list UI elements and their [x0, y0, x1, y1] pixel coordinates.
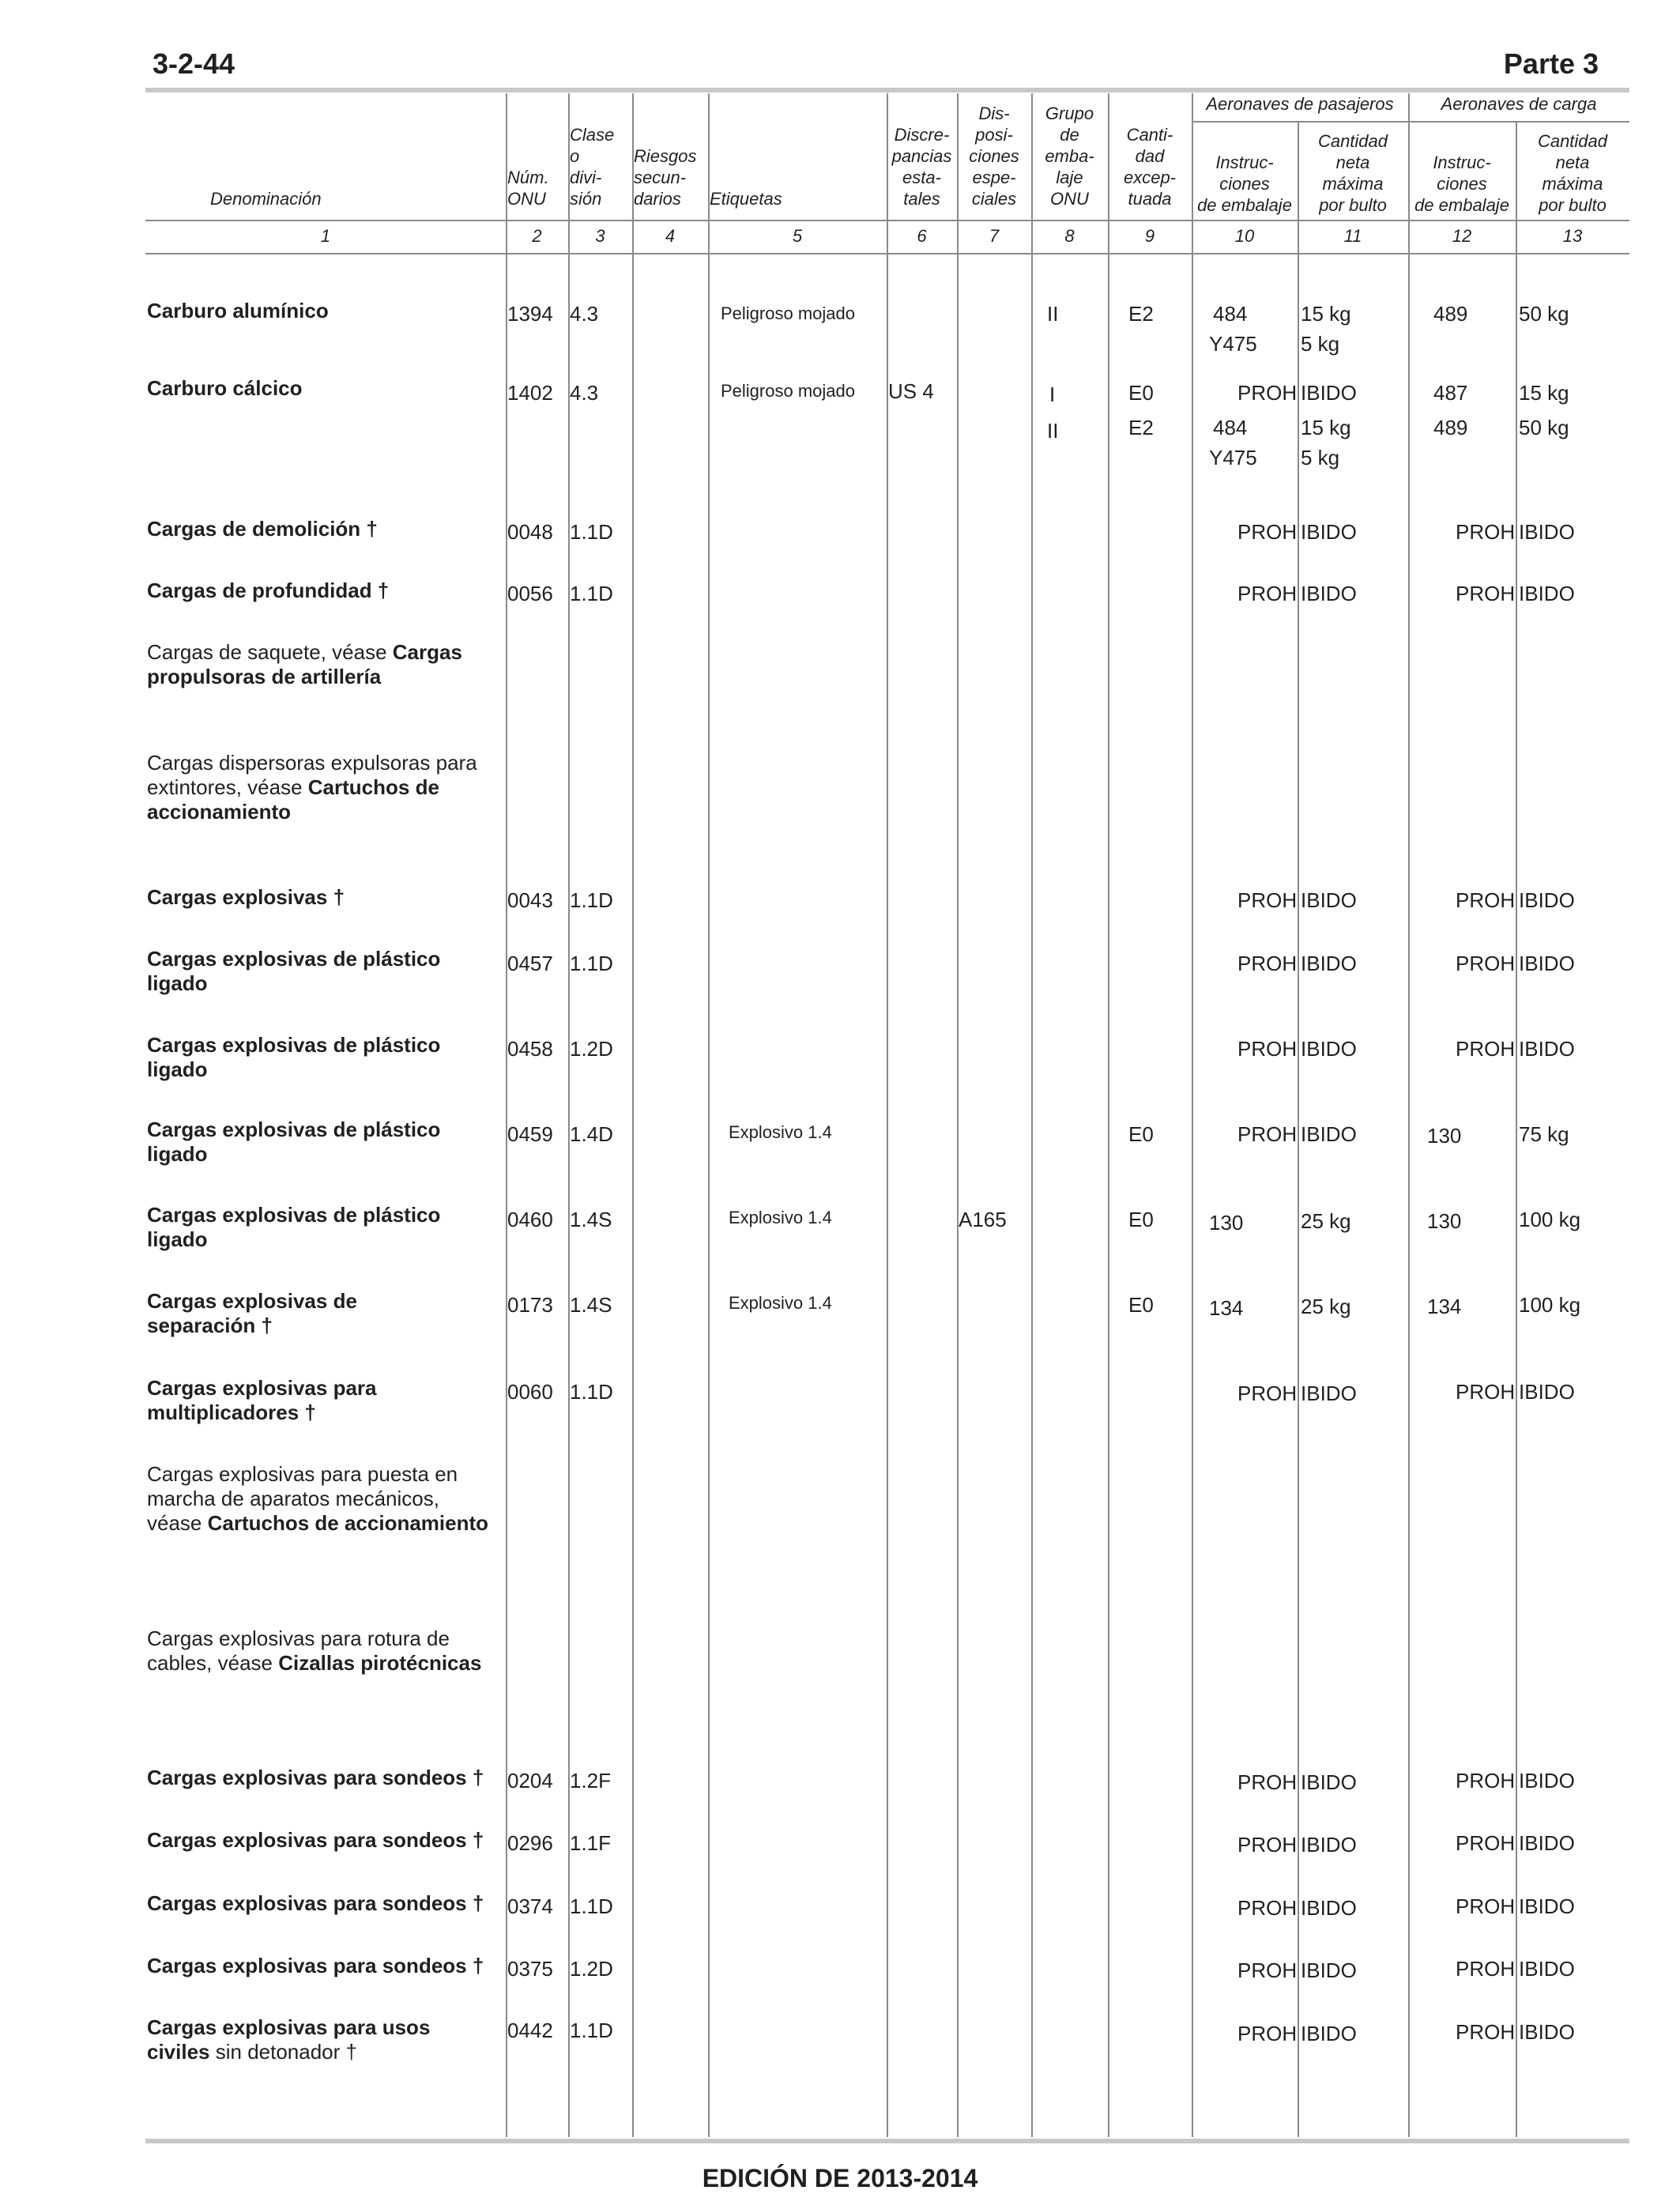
header-instrucciones-pasajeros: Instruc- ciones de embalaje: [1197, 153, 1292, 215]
class-division: 4.3: [570, 381, 599, 405]
prohibited-text: IBIDO: [1519, 520, 1575, 544]
prohibited-text: IBIDO: [1301, 1833, 1357, 1857]
pax-net-quantity: 5 kg: [1301, 446, 1340, 469]
entry-name: Cargas de profundidad †: [147, 579, 390, 602]
prohibited-text: IBIDO: [1519, 1894, 1575, 1918]
column-number: 5: [792, 226, 803, 246]
class-division: 1.2F: [570, 1769, 612, 1793]
entry-name: Cargas explosivas de separación †: [147, 1289, 357, 1337]
header-instrucciones-carga: Instruc- ciones de embalaje: [1414, 153, 1509, 215]
excepted-quantity: E0: [1128, 1122, 1154, 1146]
class-division: 1.4S: [570, 1208, 612, 1231]
entry-name: Cargas explosivas de plástico ligado: [147, 1118, 441, 1166]
prohibited-text: IBIDO: [1301, 2022, 1357, 2045]
prohibited-text: PROH: [1456, 1037, 1516, 1061]
excepted-quantity: E0: [1128, 1293, 1154, 1317]
cargo-packing-instruction: 130: [1427, 1209, 1462, 1233]
header-etiquetas: Etiquetas: [710, 189, 782, 209]
prohibited-text: PROH: [1456, 888, 1516, 912]
pax-net-quantity: 15 kg: [1301, 302, 1351, 326]
un-number: 0043: [507, 888, 553, 912]
cargo-packing-instruction: 489: [1433, 416, 1468, 439]
packing-group: II: [1047, 419, 1059, 443]
prohibited-text: IBIDO: [1519, 952, 1575, 975]
column-number: 1: [320, 226, 331, 246]
page-number: 3-2-44: [153, 47, 235, 80]
un-number: 0375: [507, 1957, 553, 1981]
prohibited-text: PROH: [1237, 1382, 1298, 1405]
pax-net-quantity: 25 kg: [1301, 1209, 1351, 1233]
prohibited-text: PROH: [1237, 1122, 1298, 1146]
un-number: 0442: [507, 2019, 553, 2042]
column-number: 6: [917, 226, 927, 246]
entry-name: Cargas explosivas de plástico ligado: [147, 1203, 441, 1251]
prohibited-text: PROH: [1237, 1833, 1298, 1857]
column-number: 4: [665, 226, 676, 246]
cross-reference: Cargas explosivas para rotura de cables, véase Cizallas pirotécnicas: [147, 1627, 482, 1675]
prohibited-text: IBIDO: [1301, 1896, 1357, 1920]
top-rule: [145, 88, 1629, 92]
prohibited-text: PROH: [1237, 952, 1298, 975]
excepted-quantity: E2: [1128, 302, 1154, 326]
cargo-net-quantity: 75 kg: [1519, 1122, 1569, 1146]
label: Peligroso mojado: [721, 381, 855, 401]
prohibited-text: PROH: [1237, 520, 1298, 544]
class-division: 1.1D: [570, 1894, 613, 1918]
entry-name: Cargas explosivas para multiplicadores †: [147, 1376, 377, 1424]
prohibited-text: IBIDO: [1519, 1957, 1575, 1981]
cross-reference: Cargas explosivas para puesta en marcha de aparatos mecánicos, véase Cartuchos de accionamiento: [147, 1462, 489, 1535]
packing-group: I: [1049, 383, 1056, 406]
un-number: 0458: [507, 1037, 553, 1061]
entry-name: Cargas explosivas para sondeos †: [147, 1828, 484, 1852]
prohibited-text: PROH: [1456, 1894, 1516, 1918]
cargo-net-quantity: 100 kg: [1519, 1208, 1581, 1231]
un-number: 1402: [507, 381, 553, 405]
cargo-packing-instruction: 489: [1433, 302, 1468, 326]
packing-group: II: [1047, 302, 1059, 326]
prohibited-text: IBIDO: [1301, 1958, 1357, 1982]
label: Explosivo 1.4: [729, 1208, 832, 1227]
column-number: 2: [532, 226, 542, 246]
class-division: 1.1F: [570, 1831, 612, 1855]
prohibited-text: PROH: [1237, 888, 1298, 912]
prohibited-text: IBIDO: [1301, 520, 1357, 544]
prohibited-text: IBIDO: [1519, 1831, 1575, 1855]
prohibited-text: IBIDO: [1301, 381, 1357, 405]
prohibited-text: PROH: [1456, 520, 1516, 544]
prohibited-text: IBIDO: [1519, 888, 1575, 912]
column-number: 12: [1452, 226, 1472, 246]
prohibited-text: IBIDO: [1301, 1770, 1357, 1794]
un-number: 0374: [507, 1894, 553, 1918]
prohibited-text: PROH: [1237, 582, 1298, 605]
prohibited-text: PROH: [1237, 1770, 1298, 1794]
prohibited-text: PROH: [1237, 2022, 1298, 2045]
prohibited-text: PROH: [1456, 952, 1516, 975]
prohibited-text: PROH: [1456, 1957, 1516, 1981]
entry-name: Cargas explosivas †: [147, 885, 345, 909]
entry-name: Cargas explosivas de plástico ligado: [147, 947, 441, 995]
entry-name: Cargas explosivas para sondeos †: [147, 1766, 484, 1789]
prohibited-text: IBIDO: [1301, 888, 1357, 912]
pax-net-quantity: 15 kg: [1301, 416, 1351, 439]
column-number: 13: [1562, 226, 1583, 246]
prohibited-text: IBIDO: [1301, 1122, 1357, 1146]
cross-reference: Cargas de saquete, véase Cargas propulsoras de artillería: [147, 640, 462, 688]
pax-packing-instruction: Y475: [1209, 446, 1257, 469]
pax-net-quantity: 5 kg: [1301, 332, 1340, 356]
column-number: 10: [1234, 226, 1255, 246]
cargo-packing-instruction: 487: [1433, 381, 1468, 405]
cargo-net-quantity: 50 kg: [1519, 416, 1569, 439]
un-number: 0056: [507, 582, 553, 605]
edition-footer: EDICIÓN DE 2013-2014: [702, 2164, 978, 2192]
entry-name: Carburo cálcico: [147, 376, 303, 400]
prohibited-text: PROH: [1237, 1958, 1298, 1982]
entry-name: Cargas explosivas para sondeos †: [147, 1891, 484, 1915]
column-number: 11: [1343, 226, 1362, 246]
prohibited-text: PROH: [1237, 1896, 1298, 1920]
header-aeronaves-carga: Aeronaves de carga: [1441, 94, 1597, 114]
label: Explosivo 1.4: [729, 1122, 832, 1142]
header-clase: Clase o divi- sión: [570, 125, 615, 209]
excepted-quantity: E2: [1128, 416, 1154, 439]
prohibited-text: PROH: [1456, 1831, 1516, 1855]
special-provision: A165: [959, 1208, 1007, 1231]
excepted-quantity: E0: [1128, 1208, 1154, 1231]
header-riesgos: Riesgos secun- darios: [634, 146, 697, 209]
cargo-net-quantity: 50 kg: [1519, 302, 1569, 326]
column-number: 3: [595, 226, 605, 246]
prohibited-text: IBIDO: [1519, 1380, 1575, 1404]
bottom-rule: [145, 2139, 1629, 2143]
cargo-packing-instruction: 130: [1427, 1124, 1462, 1148]
class-division: 1.1D: [570, 952, 613, 975]
pax-packing-instruction: 130: [1209, 1211, 1244, 1235]
entry-name: Cargas explosivas para usos civiles sin detonador †: [147, 2015, 431, 2064]
header-cantidad-carga: Cantidad neta máxima por bulto: [1537, 131, 1608, 215]
pax-packing-instruction: 134: [1209, 1296, 1244, 1320]
un-number: 0060: [507, 1380, 553, 1404]
header-num-onu: Núm. ONU: [507, 168, 549, 209]
prohibited-text: PROH: [1456, 582, 1516, 605]
prohibited-text: IBIDO: [1519, 1769, 1575, 1793]
prohibited-text: IBIDO: [1301, 582, 1357, 605]
cargo-net-quantity: 15 kg: [1519, 381, 1569, 405]
class-division: 1.2D: [570, 1037, 613, 1061]
class-division: 4.3: [570, 302, 599, 326]
pax-packing-instruction: Y475: [1209, 332, 1257, 356]
pax-net-quantity: 25 kg: [1301, 1295, 1351, 1318]
label: Peligroso mojado: [721, 303, 855, 323]
prohibited-text: PROH: [1456, 2020, 1516, 2044]
header-disposiciones: Dis- posi- ciones espe- ciales: [969, 104, 1019, 209]
un-number: 0173: [507, 1293, 553, 1317]
un-number: 0460: [507, 1208, 553, 1231]
un-number: 0296: [507, 1831, 553, 1855]
prohibited-text: IBIDO: [1301, 952, 1357, 975]
class-division: 1.1D: [570, 1380, 613, 1404]
column-number: 8: [1064, 226, 1075, 246]
header-discrepancias: Discre- pancias esta- tales: [891, 125, 952, 209]
cargo-packing-instruction: 134: [1427, 1295, 1462, 1318]
class-division: 1.4S: [570, 1293, 612, 1317]
prohibited-text: PROH: [1237, 381, 1298, 405]
header-cantidad-exceptuada: Canti- dad excep- tuada: [1123, 125, 1177, 209]
entry-name: Cargas explosivas para sondeos †: [147, 1954, 484, 1977]
prohibited-text: PROH: [1456, 1380, 1516, 1404]
prohibited-text: PROH: [1456, 1769, 1516, 1793]
pax-packing-instruction: 484: [1213, 302, 1248, 326]
un-number: 0048: [507, 520, 553, 544]
part-title: Parte 3: [1503, 47, 1599, 80]
entry-name: Cargas de demolición †: [147, 517, 378, 541]
un-number: 0204: [507, 1769, 553, 1793]
class-division: 1.4D: [570, 1122, 613, 1146]
prohibited-text: IBIDO: [1301, 1037, 1357, 1061]
state-variation: US 4: [888, 379, 934, 403]
label: Explosivo 1.4: [729, 1293, 832, 1313]
class-division: 1.1D: [570, 520, 613, 544]
header-cantidad-pasajeros: Cantidad neta máxima por bulto: [1317, 131, 1388, 215]
cargo-net-quantity: 100 kg: [1519, 1293, 1581, 1317]
un-number: 0459: [507, 1122, 553, 1146]
pax-packing-instruction: 484: [1213, 416, 1248, 439]
prohibited-text: IBIDO: [1301, 1382, 1357, 1405]
un-number: 0457: [507, 952, 553, 975]
class-division: 1.1D: [570, 888, 613, 912]
cross-reference: Cargas dispersoras expulsoras para extintores, véase Cartuchos de accionamiento: [147, 751, 477, 824]
prohibited-text: IBIDO: [1519, 1037, 1575, 1061]
entry-name: Carburo alumínico: [147, 299, 329, 322]
prohibited-text: PROH: [1237, 1037, 1298, 1061]
excepted-quantity: E0: [1128, 381, 1154, 405]
header-grupo: Grupo de emba- laje ONU: [1045, 104, 1094, 209]
header-denominacion: Denominación: [210, 189, 322, 209]
prohibited-text: IBIDO: [1519, 582, 1575, 605]
class-division: 1.2D: [570, 1957, 613, 1981]
entry-name: Cargas explosivas de plástico ligado: [147, 1033, 441, 1081]
header-aeronaves-pasajeros: Aeronaves de pasajeros: [1206, 94, 1394, 114]
prohibited-text: IBIDO: [1519, 2020, 1575, 2044]
column-number: 9: [1144, 226, 1155, 246]
class-division: 1.1D: [570, 582, 613, 605]
column-number: 7: [989, 226, 1000, 246]
un-number: 1394: [507, 302, 553, 326]
class-division: 1.1D: [570, 2019, 613, 2042]
